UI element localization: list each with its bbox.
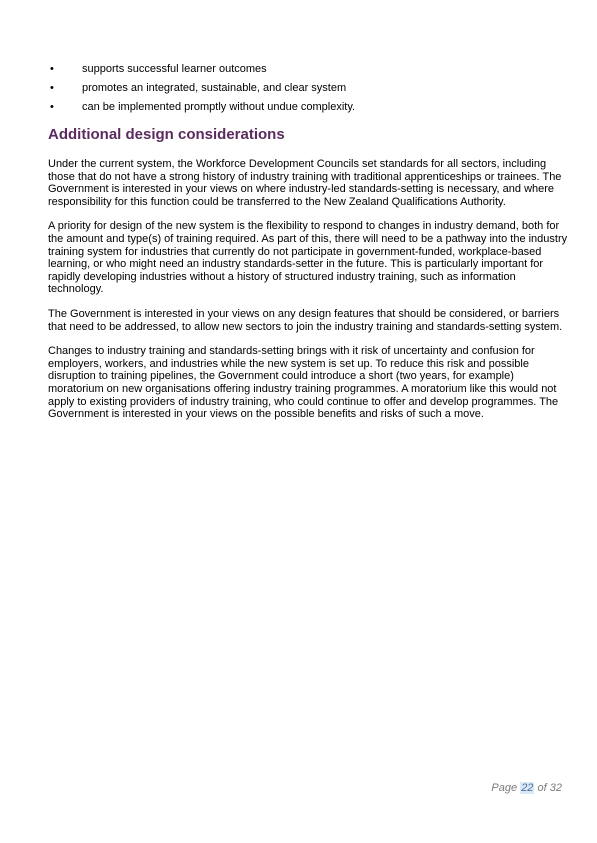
bullet-icon: • xyxy=(50,101,54,113)
paragraph: Changes to industry training and standards-setting brings with it risk of uncertainty and confusion for employers, workers, and industries while the new system is set up. To reduce this risk and possible disruption to training pipelines, the Government could introduce a short (two years, for example) moratorium on new organisations offering industry training programmes. A moratorium like this would not apply to existing providers of industry training, who could continue to offer and develop programmes. The Government is interested in your views on the possible benefits and risks of such a move. xyxy=(48,345,559,421)
footer-of-word: of xyxy=(537,782,547,794)
bullet-icon: • xyxy=(50,63,54,75)
footer-page-number: 22 xyxy=(521,782,534,794)
bullet-icon: • xyxy=(50,82,54,94)
list-item xyxy=(48,81,568,95)
paragraph: Under the current system, the Workforce Development Councils set standards for all sectors, including those that do not have a strong history of industry training with traditional apprenticeships or trainees. The Government is interested in your views on where industry-led standards-setting is necessary, and where responsibility for this function could be transferred to the New Zealand Qualifications Authority. xyxy=(48,158,562,208)
footer-page-word: Page xyxy=(491,782,518,794)
footer-total-pages: 32 xyxy=(549,782,562,794)
page-footer xyxy=(491,782,562,794)
bullet-list xyxy=(48,62,568,119)
list-item-text: promotes an integrated, sustainable, and clear system xyxy=(82,82,347,94)
list-item xyxy=(48,62,568,76)
section-heading: Additional design considerations xyxy=(48,126,285,143)
section-body xyxy=(48,158,570,433)
list-item-text: supports successful learner outcomes xyxy=(82,63,267,75)
paragraph: The Government is interested in your views on any design features that should be considered, or barriers that need to be addressed, to allow new sectors to join the industry training and standards-setting system. xyxy=(48,307,563,333)
list-item-text: can be implemented promptly without undue complexity. xyxy=(82,101,356,113)
paragraph: A priority for design of the new system is the flexibility to respond to changes in industry demand, both for the amount and type(s) of training required. As part of this, there will need to be a pathway into the industry training system for industries that currently do not participate in government-funded, workplace-based learning, or who might need an industry standards-setter in the future. This is particularly important for rapidly developing industries without a history of structured industry training, such as information technology. xyxy=(48,220,568,296)
list-item xyxy=(48,100,568,114)
